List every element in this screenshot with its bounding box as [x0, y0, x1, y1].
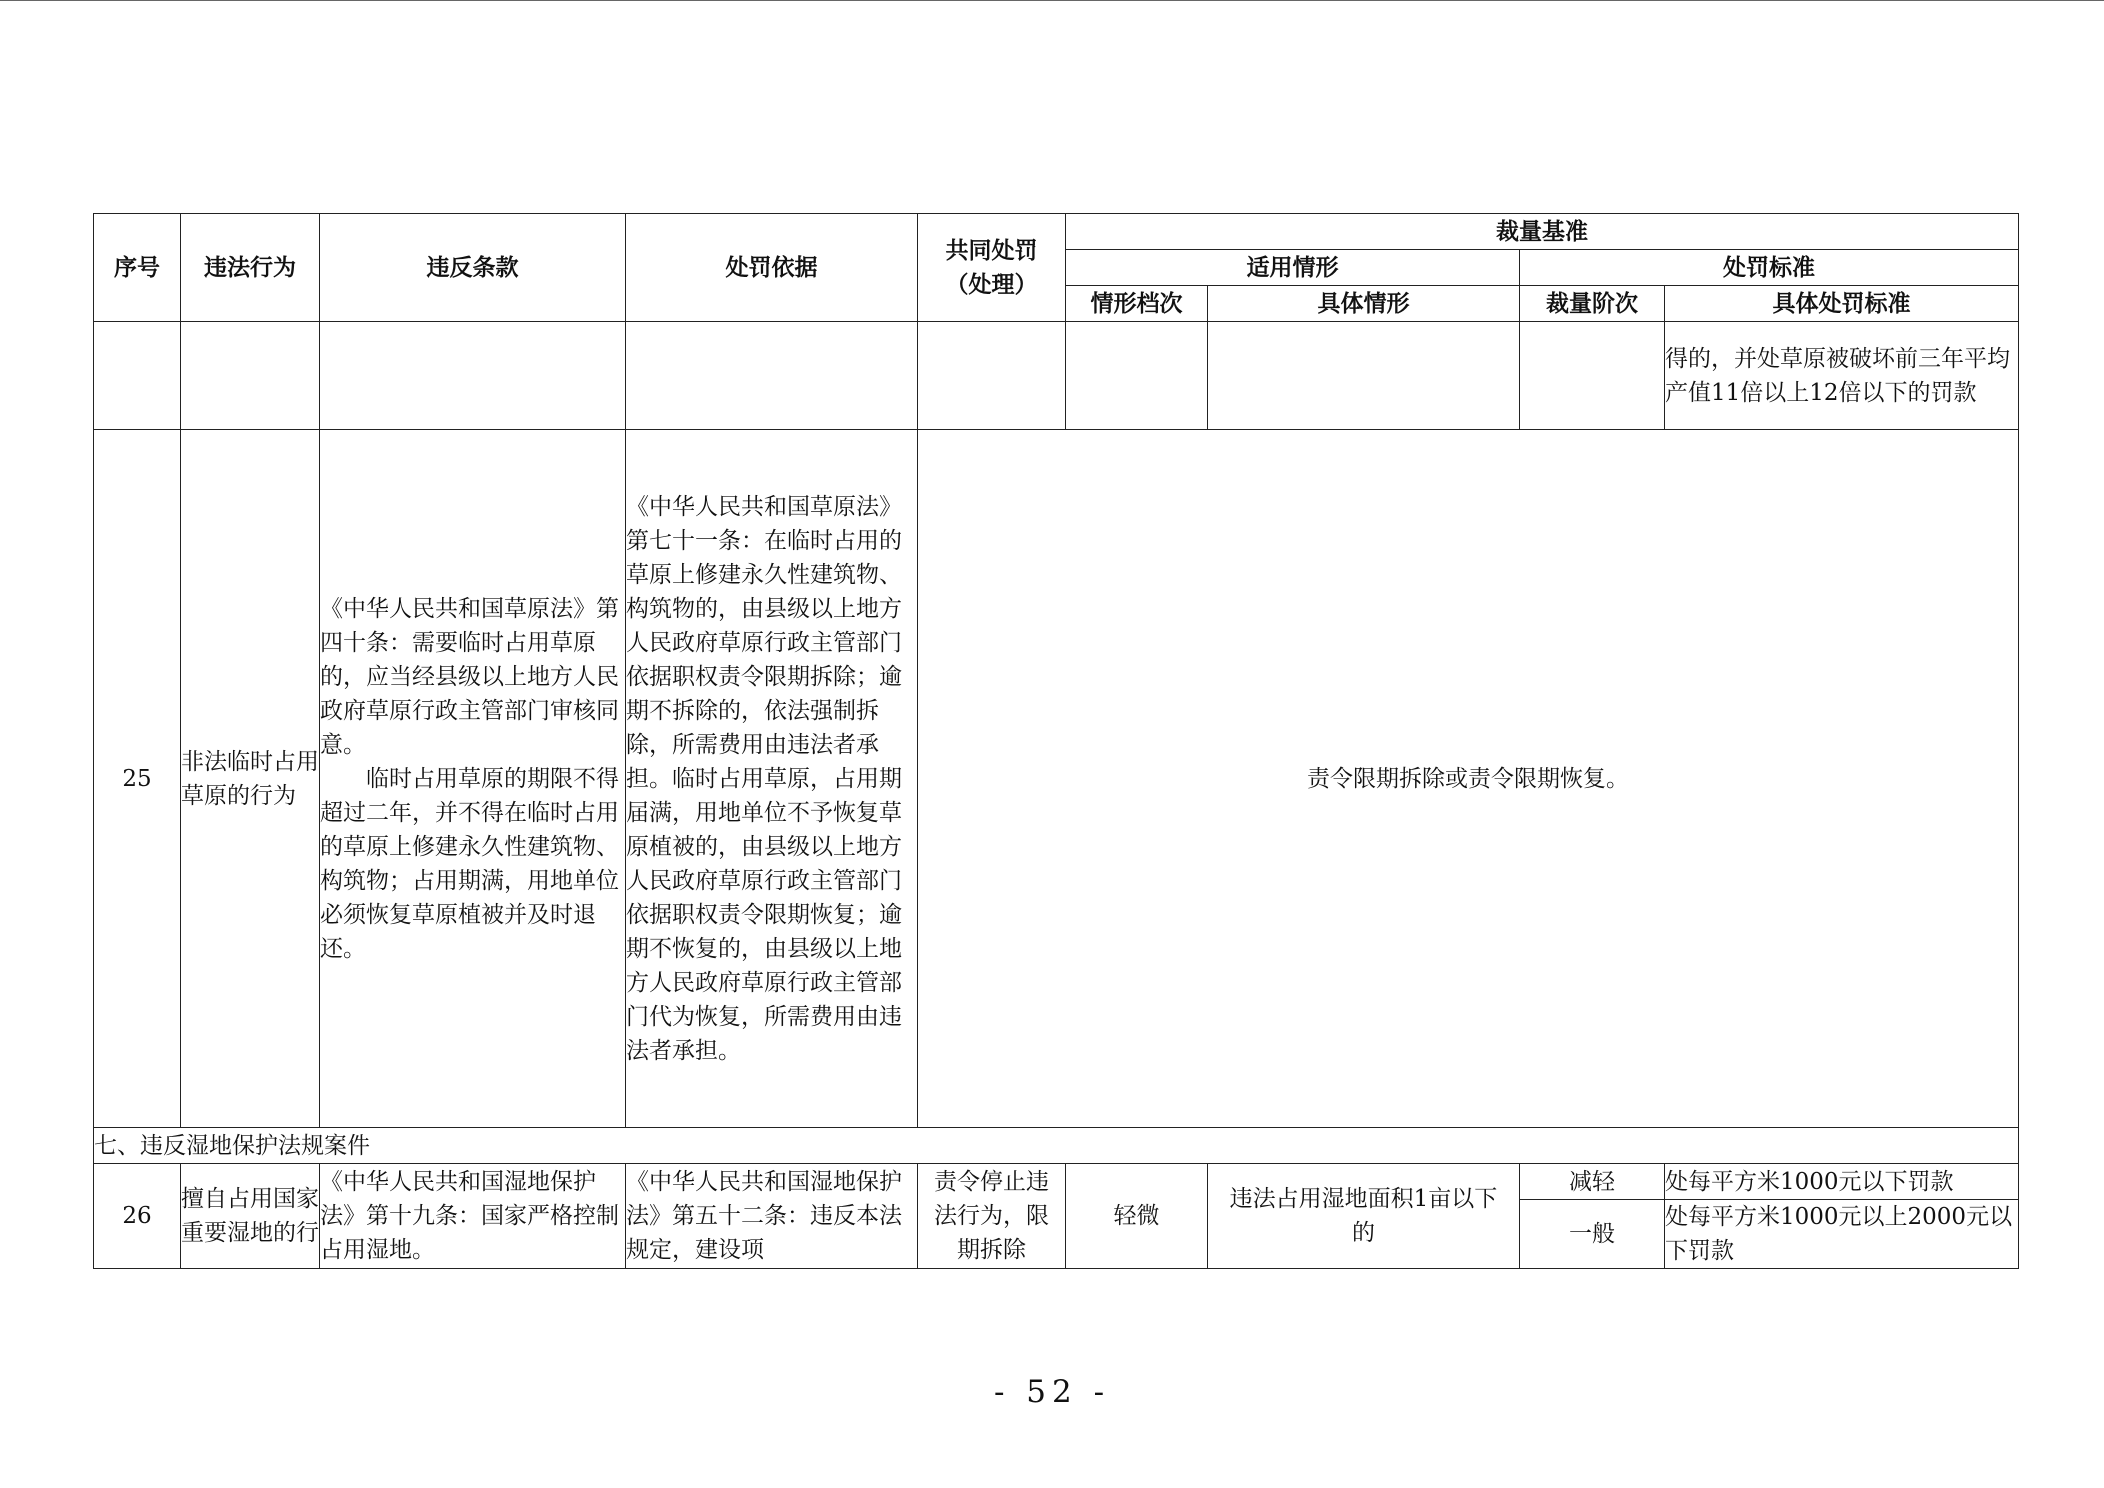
- cell-empty: [1208, 322, 1520, 430]
- header-behavior: 违法行为: [181, 214, 320, 322]
- header-penalty-standard: 处罚标准: [1520, 250, 2019, 286]
- row25-violated-clause-p2: 临时占用草原的期限不得超过二年，并不得在临时占用的草原上修建永久性建筑物、构筑物；占用期满，用地单位必须恢复草原植被并及时退还。: [320, 765, 619, 962]
- cell-empty: [320, 322, 626, 430]
- row26-situation-level: 轻微: [1066, 1164, 1208, 1269]
- table-row-continued: [94, 322, 2019, 430]
- header-joint-penalty-line2: （处理）: [945, 271, 1038, 298]
- row26-level-2: 一般: [1520, 1200, 1665, 1269]
- row26-specific-situation: 违法占用湿地面积1亩以下的: [1208, 1164, 1520, 1269]
- row25-violated-clause: [320, 430, 626, 1128]
- table-row-25: [94, 430, 2019, 1128]
- row26-seq: 26: [94, 1164, 181, 1269]
- row25-behavior: 非法临时占用草原的行为: [181, 430, 320, 1128]
- header-seq: 序号: [94, 214, 181, 322]
- row26-standard-2: 处每平方米1000元以上2000元以下罚款: [1665, 1200, 2019, 1269]
- section-row-7: [94, 1128, 2019, 1164]
- header-joint-penalty-line1: 共同处罚: [945, 237, 1038, 264]
- row26-behavior: 擅自占用国家重要湿地的行: [181, 1164, 320, 1269]
- cell-empty: [1520, 322, 1665, 430]
- row25-violated-clause-p1: 《中华人民共和国草原法》第四十条：需要临时占用草原的，应当经县级以上地方人民政府草原行政主管部门审核同意。: [320, 595, 619, 758]
- header-applicable-situation: 适用情形: [1066, 250, 1520, 286]
- top-border-line: [0, 0, 2104, 1]
- row26-joint-penalty: 责令停止违法行为，限期拆除: [918, 1164, 1066, 1269]
- row25-merged-penalty: 责令限期拆除或责令限期恢复。: [918, 430, 2019, 1128]
- header-situation-level: 情形档次: [1066, 286, 1208, 322]
- table-row-26: [94, 1164, 2019, 1200]
- row25-penalty-basis: 《中华人民共和国草原法》第七十一条：在临时占用的草原上修建永久性建筑物、构筑物的，由县级以上地方人民政府草原行政主管部门依据职权责令限期拆除；逾期不拆除的，依法强制拆除，所需费用由违法者承担。临时占用草原，占用期届满，用地单位不予恢复草原植被的，由县级以上地方人民政府草原行政主管部门依据职权责令限期恢复；逾期不恢复的，由县级以上地方人民政府草原行政主管部门代为恢复，所需费用由违法者承担。: [626, 430, 918, 1128]
- section7-title: 七、违反湿地保护法规案件: [94, 1128, 2019, 1164]
- continued-penalty-standard: 得的，并处草原被破坏前三年平均产值11倍以上12倍以下的罚款: [1665, 322, 2019, 430]
- cell-empty: [1066, 322, 1208, 430]
- page-number: - 52 -: [993, 1374, 1111, 1410]
- cell-empty: [181, 322, 320, 430]
- header-violated-clause: 违反条款: [320, 214, 626, 322]
- cell-empty: [94, 322, 181, 430]
- cell-empty: [626, 322, 918, 430]
- row26-level-1: 减轻: [1520, 1164, 1665, 1200]
- row26-standard-1: 处每平方米1000元以下罚款: [1665, 1164, 2019, 1200]
- header-penalty-basis: 处罚依据: [626, 214, 918, 322]
- cell-empty: [918, 322, 1066, 430]
- row26-penalty-basis: 《中华人民共和国湿地保护法》第五十二条：违反本法规定，建设项: [626, 1164, 918, 1269]
- row25-seq: 25: [94, 430, 181, 1128]
- header-discretion-standard: 裁量基准: [1066, 214, 2019, 250]
- header-specific-situation: 具体情形: [1208, 286, 1520, 322]
- header-discretion-level: 裁量阶次: [1520, 286, 1665, 322]
- header-specific-penalty-standard: 具体处罚标准: [1665, 286, 2019, 322]
- header-joint-penalty: [918, 214, 1066, 322]
- row26-violated-clause: 《中华人民共和国湿地保护法》第十九条：国家严格控制占用湿地。: [320, 1164, 626, 1269]
- discretion-standard-table: [93, 213, 2019, 1269]
